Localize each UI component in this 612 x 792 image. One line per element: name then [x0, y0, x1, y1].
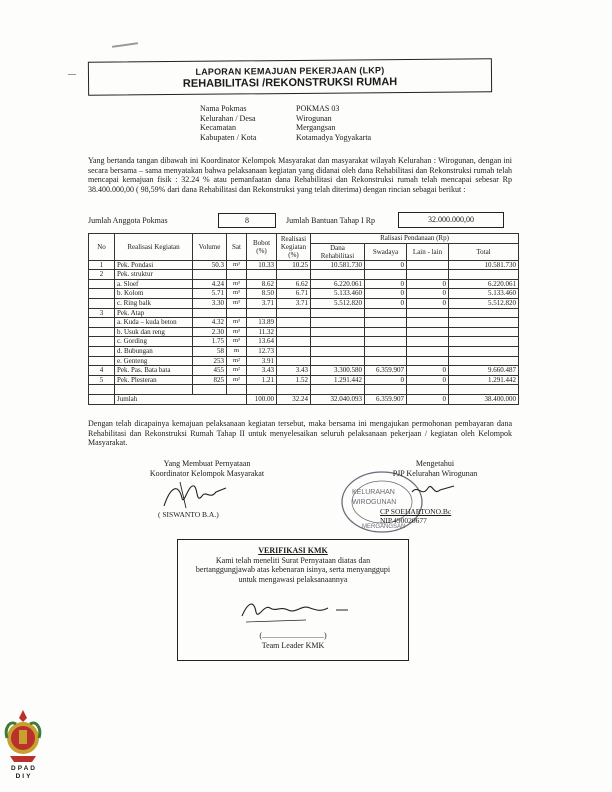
header-rehab-fund: Dana Rehabilitasi	[311, 243, 365, 260]
row-realization: 6.71	[277, 289, 311, 299]
row-activity: b. Usuk dan reng	[115, 327, 193, 337]
header-realization: Realisasi Kegiatan (%)	[277, 234, 311, 261]
row-other: 0	[407, 375, 449, 385]
header-other-fund: Lain - lain	[407, 243, 449, 260]
row-volume: 825	[193, 375, 227, 385]
row-weight	[247, 270, 277, 280]
row-total	[449, 356, 519, 366]
row-activity	[115, 385, 193, 395]
info-row	[200, 114, 371, 124]
handwritten-signature-verification	[236, 594, 356, 626]
row-weight: 1.21	[247, 375, 277, 385]
table-row	[89, 298, 519, 308]
row-unit: m³	[227, 327, 247, 337]
row-other	[407, 346, 449, 356]
row-total	[449, 270, 519, 280]
row-realization: 3.71	[277, 298, 311, 308]
row-self: 0	[365, 279, 407, 289]
row-self: 0	[365, 298, 407, 308]
table-row	[89, 327, 519, 337]
header-unit: Sat	[227, 234, 247, 261]
row-realization	[277, 308, 311, 318]
row-activity: Pek. Pas. Bata bata	[115, 366, 193, 376]
header-fund-group: Ralisasi Pendanaan (Rp)	[311, 234, 519, 244]
row-volume	[193, 308, 227, 318]
total-total: 38.400.000	[449, 394, 519, 404]
row-weight: 10.33	[247, 260, 277, 270]
row-rehab	[311, 308, 365, 318]
row-realization	[277, 346, 311, 356]
row-total	[449, 385, 519, 395]
row-activity: Pek. struktur	[115, 270, 193, 280]
row-unit: m²	[227, 356, 247, 366]
info-label: Kecamatan	[200, 123, 236, 133]
row-no: 2	[89, 270, 115, 280]
handwritten-signature-left	[160, 478, 230, 512]
row-other: 0	[407, 366, 449, 376]
row-weight: 3.71	[247, 298, 277, 308]
row-rehab: 1.291.442	[311, 375, 365, 385]
row-self	[365, 356, 407, 366]
row-other	[407, 308, 449, 318]
row-no: 1	[89, 260, 115, 270]
members-value: 8	[218, 213, 276, 228]
row-weight	[247, 385, 277, 395]
info-row	[200, 133, 371, 143]
row-self	[365, 327, 407, 337]
row-activity: a. Kuda – kuda beton	[115, 318, 193, 328]
row-other	[407, 337, 449, 347]
row-activity: c. Gording	[115, 337, 193, 347]
table-row	[89, 289, 519, 299]
row-total	[449, 327, 519, 337]
info-label: Nama Pokmas	[200, 104, 247, 113]
row-volume: 253	[193, 356, 227, 366]
verification-role: Team Leader KMK	[261, 641, 325, 650]
table-row	[89, 260, 519, 270]
row-weight: 11.32	[247, 327, 277, 337]
stamp-text-mid: WIROGUNAN	[352, 499, 397, 506]
row-other	[407, 260, 449, 270]
row-self: 0	[365, 289, 407, 299]
row-realization	[277, 270, 311, 280]
progress-table	[88, 233, 519, 405]
table-row	[89, 270, 519, 280]
scan-mark	[112, 42, 138, 48]
row-realization	[277, 327, 311, 337]
total-weight: 100.00	[247, 394, 277, 404]
members-label: Jumlah Anggota Pokmas	[88, 216, 168, 225]
row-self	[365, 308, 407, 318]
aid-label: Jumlah Bantuan Tahap I Rp	[286, 216, 376, 225]
row-realization	[277, 337, 311, 347]
info-value: Kotamadya Yogyakarta	[296, 132, 372, 142]
row-total	[449, 337, 519, 347]
scan-mark	[68, 74, 76, 75]
row-volume: 3.30	[193, 298, 227, 308]
row-realization: 3.43	[277, 366, 311, 376]
header-no: No	[89, 234, 115, 261]
total-self: 6.359.907	[365, 394, 407, 404]
signature-left-name: ( SISWANTO B.A.)	[158, 510, 219, 519]
row-rehab	[311, 270, 365, 280]
row-realization: 6.62	[277, 279, 311, 289]
table-row	[89, 356, 519, 366]
row-unit	[227, 385, 247, 395]
row-rehab	[311, 385, 365, 395]
row-activity: Pek. Pondasi	[115, 260, 193, 270]
row-rehab: 10.581.730	[311, 260, 365, 270]
stamp-text-bottom: MERGANGSAN	[362, 524, 406, 530]
signature-right-block	[380, 507, 451, 525]
total-rehab: 32.040.093	[311, 394, 365, 404]
row-total: 5.133.460	[449, 289, 519, 299]
verification-box	[177, 539, 409, 661]
row-rehab: 3.300.580	[311, 366, 365, 376]
header-activity: Realisasi Kegiatan	[115, 234, 193, 261]
row-other	[407, 327, 449, 337]
total-no	[89, 394, 115, 404]
logo-line2: DIY	[15, 773, 33, 780]
row-self: 0	[365, 260, 407, 270]
row-activity: b. Kolom	[115, 289, 193, 299]
title-line-1: LAPORAN KEMAJUAN PEKERJAAN (LKP)	[195, 65, 385, 77]
row-activity: Pek. Atap	[115, 308, 193, 318]
row-total: 1.291.442	[449, 375, 519, 385]
row-volume: 1.75	[193, 337, 227, 347]
row-no	[89, 385, 115, 395]
table-header-row	[89, 234, 519, 244]
row-rehab	[311, 346, 365, 356]
row-weight: 13.89	[247, 318, 277, 328]
header-weight: Bobot (%)	[247, 234, 277, 261]
row-volume: 58	[193, 346, 227, 356]
header-self-fund: Swadaya	[365, 243, 407, 260]
dpad-logo-text	[6, 765, 42, 781]
row-unit: m³	[227, 318, 247, 328]
info-row	[200, 123, 371, 133]
row-realization: 10.25	[277, 260, 311, 270]
title-line-2: REHABILITASI /REKONSTRUKSI RUMAH	[182, 76, 398, 90]
row-no	[89, 289, 115, 299]
header-total: Total	[449, 243, 519, 260]
row-total	[449, 346, 519, 356]
row-unit	[227, 308, 247, 318]
row-no	[89, 298, 115, 308]
row-unit	[227, 270, 247, 280]
info-block	[200, 104, 371, 142]
row-self	[365, 385, 407, 395]
row-rehab	[311, 356, 365, 366]
row-self: 6.359.907	[365, 366, 407, 376]
row-self	[365, 337, 407, 347]
row-unit: m³	[227, 298, 247, 308]
verification-line2: bertanggungjawab atas kebenaran isinya, serta menyanggupi	[195, 565, 391, 575]
row-no: 3	[89, 308, 115, 318]
row-weight: 12.73	[247, 346, 277, 356]
row-no	[89, 327, 115, 337]
row-realization	[277, 356, 311, 366]
row-unit: m²	[227, 375, 247, 385]
total-other: 0	[407, 394, 449, 404]
info-label: Kabupaten / Kota	[200, 132, 257, 142]
signature-right-line2: PJP Kelurahan Wirogunan	[392, 468, 478, 478]
row-rehab: 6.220.061	[311, 279, 365, 289]
row-rehab: 5.512.820	[311, 298, 365, 308]
row-realization: 1.52	[277, 375, 311, 385]
table-row	[89, 279, 519, 289]
signature-right	[360, 459, 510, 478]
table-row	[89, 375, 519, 385]
row-rehab: 5.133.460	[311, 289, 365, 299]
row-unit: m	[227, 346, 247, 356]
row-other: 0	[407, 279, 449, 289]
row-realization	[277, 318, 311, 328]
signature-left	[132, 459, 282, 478]
table-row	[89, 318, 519, 328]
total-realization: 32.24	[277, 394, 311, 404]
row-volume: 50.3	[193, 260, 227, 270]
row-self	[365, 270, 407, 280]
row-self: 0	[365, 375, 407, 385]
signature-right-nip: NIP.490020677	[380, 516, 427, 525]
verification-line1: Kami telah meneliti Surat Pernyataan diatas dan	[215, 555, 371, 565]
row-rehab	[311, 327, 365, 337]
row-no: 5	[89, 375, 115, 385]
table-row	[89, 346, 519, 356]
row-activity: e. Genteng	[115, 356, 193, 366]
row-self	[365, 318, 407, 328]
info-row	[200, 104, 371, 114]
table-row	[89, 337, 519, 347]
row-volume: 455	[193, 366, 227, 376]
row-activity: d. Bubungan	[115, 346, 193, 356]
table-row	[89, 385, 519, 395]
row-weight: 3.91	[247, 356, 277, 366]
handwritten-signature-right	[408, 478, 458, 502]
row-weight: 13.64	[247, 337, 277, 347]
table-body	[89, 260, 519, 404]
row-unit: m²	[227, 366, 247, 376]
signature-right-name: CP SOEHARTONO.Bc	[380, 507, 452, 516]
row-rehab	[311, 337, 365, 347]
row-no	[89, 279, 115, 289]
counts-line	[88, 211, 512, 229]
row-volume: 5.71	[193, 289, 227, 299]
row-weight: 8.62	[247, 279, 277, 289]
row-no	[89, 346, 115, 356]
row-volume	[193, 270, 227, 280]
row-other	[407, 270, 449, 280]
row-activity: a. Sloef	[115, 279, 193, 289]
row-total: 10.581.730	[449, 260, 519, 270]
row-activity: Pek. Plesteran	[115, 375, 193, 385]
signature-right-line1: Mengetahui	[415, 459, 455, 468]
row-unit: m³	[227, 260, 247, 270]
row-other	[407, 385, 449, 395]
row-other	[407, 318, 449, 328]
info-value: Mergangsan	[296, 123, 336, 133]
signature-left-line1: Yang Membuat Pernyataan	[163, 459, 251, 468]
table-row	[89, 308, 519, 318]
row-volume	[193, 385, 227, 395]
row-no	[89, 356, 115, 366]
row-total	[449, 308, 519, 318]
row-other: 0	[407, 298, 449, 308]
table-total-row	[89, 394, 519, 404]
stamp-text-top: KELURAHAN	[352, 489, 395, 496]
row-no	[89, 318, 115, 328]
row-other: 0	[407, 289, 449, 299]
intro-paragraph: Yang bertanda tangan dibawah ini Koordinator Kelompok Masyarakat dan masyarakat wilayah Kelurahan : Wirogunan, dengan ini secara bersama – sama menyatakan bahwa pelaksanaan kegiatan yang didanai oleh dana Rehabilitasi dan Rekonstruksi rumah telah mencapai kemajuan fisik : 32.24 % atau pemanfaatan dana Rehabilitasi dan Rekonstruksi rumah telah mencapai sebesar Rp 38.400.000,00 ( 98,59% dari dana Rehabilitasi dan Rekonstruksi yang telah diterima) dengan rincian sebagai berikut :	[88, 156, 512, 194]
closing-paragraph: Dengan telah dicapainya kemajuan pelaksanaan kegiatan tersebut, maka bersama ini mengajukan permohonan pembayaran dana Rehabilitasi dan Rekonstruksi Rumah Tahap II untuk menyelesaikan seluruh pelaksanaan pekerjaan / kegiatan oleh Kelompok Masyarakat.	[88, 419, 512, 448]
row-total: 5.512.820	[449, 298, 519, 308]
title-box	[88, 58, 492, 96]
logo-line1: DPAD	[11, 765, 37, 772]
row-activity: c. Ring balk	[115, 298, 193, 308]
row-total: 9.660.487	[449, 366, 519, 376]
row-volume: 2.30	[193, 327, 227, 337]
table-row	[89, 366, 519, 376]
row-unit: m³	[227, 289, 247, 299]
total-label: Jumlah	[115, 394, 247, 404]
verification-line3: untuk mengawasi pelaksanaannya	[238, 574, 348, 584]
row-volume: 4.24	[193, 279, 227, 289]
row-unit: m³	[227, 279, 247, 289]
row-realization	[277, 385, 311, 395]
info-value: Wirogunan	[296, 113, 332, 123]
row-self	[365, 346, 407, 356]
row-total	[449, 318, 519, 328]
row-total: 6.220.061	[449, 279, 519, 289]
header-volume: Volume	[193, 234, 227, 261]
row-no	[89, 337, 115, 347]
row-no: 4	[89, 366, 115, 376]
row-volume: 4.32	[193, 318, 227, 328]
row-unit: m³	[227, 337, 247, 347]
row-weight: 3.43	[247, 366, 277, 376]
row-rehab	[311, 318, 365, 328]
aid-value: 32.000.000,00	[398, 212, 504, 228]
info-label: Kelurahan / Desa	[200, 113, 256, 123]
row-weight	[247, 308, 277, 318]
info-value: POKMAS 03	[296, 104, 340, 113]
dpad-logo-emblem	[2, 708, 44, 764]
verification-name-placeholder: (...............................)	[259, 631, 327, 640]
verification-title: VERIFIKASI KMK	[258, 546, 328, 555]
signature-left-line2: Koordinator Kelompok Masyarakat	[149, 468, 265, 478]
row-other	[407, 356, 449, 366]
row-weight: 8.50	[247, 289, 277, 299]
